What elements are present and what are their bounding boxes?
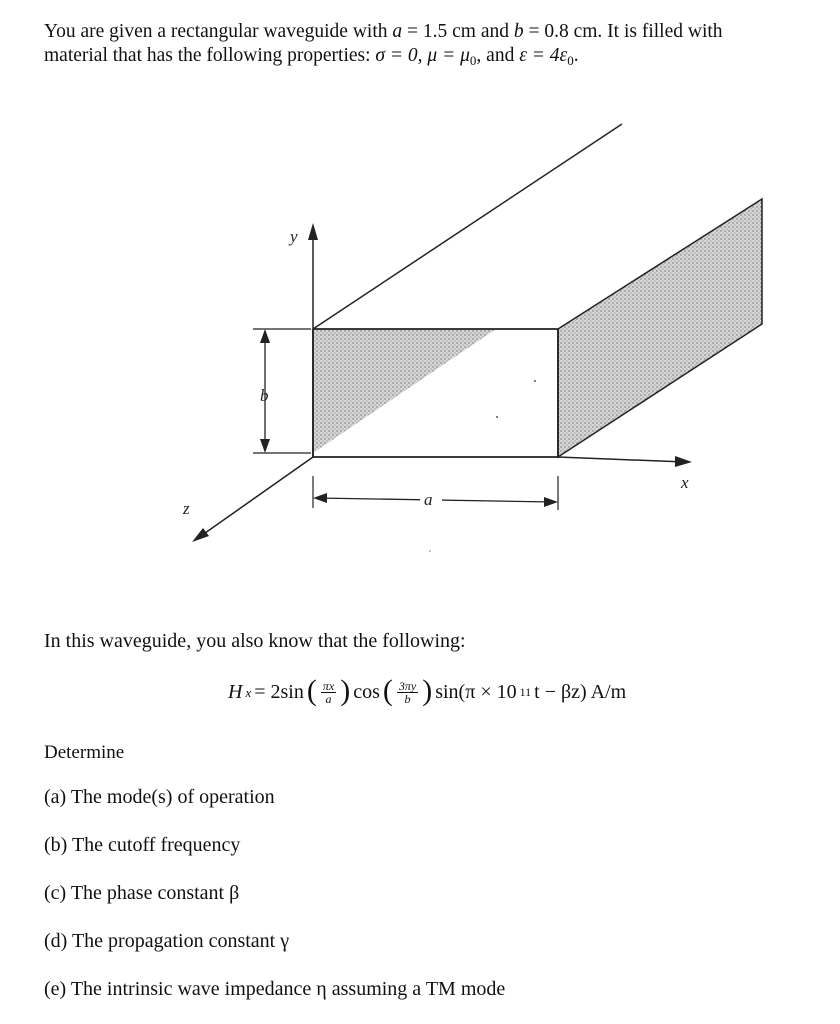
intro-line-2 <box>44 44 824 73</box>
question-c: (c) The phase constant β <box>44 882 240 904</box>
fraction-1 <box>321 680 336 705</box>
frac1-num: πx <box>322 679 335 693</box>
sigma-mu-expr: σ = 0, μ = μ <box>375 45 470 66</box>
field-equation: H x = 2sin ( $\frac{\pi x}{a}$ ) cos ( $\frac{3\pi y}{b}$ ) sin(π × 10 11 t − βz) A/m <box>228 673 627 707</box>
frac1-den: a <box>325 692 332 706</box>
x-axis-arrow <box>675 456 692 467</box>
label-a: a <box>424 490 433 509</box>
eq-tail: t − βz) A/m <box>534 681 627 703</box>
fraction-2 <box>397 680 418 705</box>
left-wall-shading <box>313 329 496 453</box>
right-side-wall <box>558 199 762 457</box>
eq-lhs: H <box>228 681 243 703</box>
top-edge <box>313 124 622 329</box>
question-b: (b) The cutoff frequency <box>44 834 241 856</box>
given-sentence: In this waveguide, you also know that the following: <box>44 630 466 652</box>
z-axis-arrow <box>192 528 209 542</box>
z-axis <box>198 457 313 538</box>
frac2-num: 3πy <box>398 679 417 693</box>
question-a: (a) The mode(s) of operation <box>44 786 275 808</box>
label-z: z <box>183 499 190 518</box>
y-axis-arrow <box>308 223 318 240</box>
eq-lhs-sub: x <box>245 684 252 700</box>
intro-end: . <box>573 45 579 66</box>
waveguide-figure <box>0 110 840 580</box>
intro-text-2: material that has the following properties: <box>44 45 376 66</box>
eq-exponent: 11 <box>519 685 532 699</box>
question-e: (e) The intrinsic wave impedance η assuming a TM mode <box>44 978 506 1000</box>
question-d: (d) The propagation constant γ <box>44 930 290 952</box>
problem-statement <box>44 20 824 73</box>
eq-sin: sin(π × 10 <box>435 681 517 703</box>
mu-subscript: 0 <box>469 53 477 68</box>
determine-label: Determine <box>44 742 125 763</box>
eps-expr: ε = 4ε <box>519 45 568 66</box>
var-b: b <box>513 21 524 42</box>
x-axis <box>558 457 685 462</box>
eq-cos: cos <box>353 681 380 703</box>
label-x: x <box>681 473 689 492</box>
eq-coef: = 2sin <box>254 681 304 703</box>
intro-line-1 <box>44 20 824 44</box>
intro-text: You are given a rectangular waveguide with <box>44 21 393 42</box>
label-y: y <box>290 227 298 246</box>
b-value: = 0.8 cm. It is filled with <box>523 21 723 42</box>
waveguide-diagram <box>0 110 840 580</box>
label-b: b <box>260 386 269 405</box>
frac2-den: b <box>404 692 411 706</box>
and-text: , and <box>476 45 520 66</box>
eps-subscript: 0 <box>567 53 574 68</box>
var-a: a <box>392 21 403 42</box>
a-value: = 1.5 cm and <box>402 21 514 42</box>
